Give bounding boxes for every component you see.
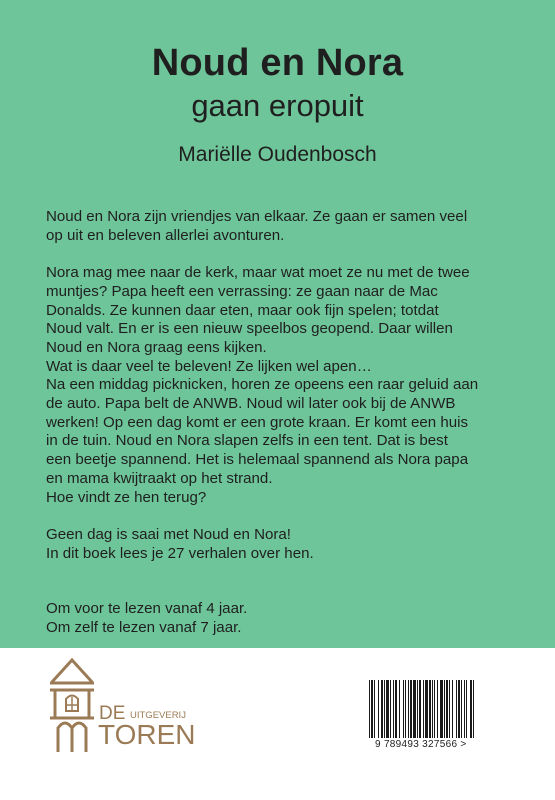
barcode-bar: [429, 680, 431, 738]
barcode-bar: [423, 680, 424, 738]
barcode-bar: [399, 680, 400, 738]
blurb-line: Nora mag mee naar de kerk, maar wat moet ze nu met de twee: [46, 264, 470, 282]
barcode-bar: [378, 680, 379, 738]
blurb-line: muntjes? Papa heeft een verrassing: ze gaan naar de Mac: [46, 282, 438, 300]
blurb-line: werken! Op een dag komt er een grote kraan. Er komt een huis: [46, 413, 469, 431]
barcode-bar: [419, 680, 421, 738]
blurb-line: Noud en Nora zijn vriendjes van elkaar. Ze gaan er samen veel: [46, 208, 468, 225]
blurb-line: Donalds. Ze kunnen daar eten, maar ook fijn spelen; totdat: [46, 301, 439, 319]
blurb-text: [46, 208, 526, 582]
logo-word-toren: TOREN: [98, 719, 196, 750]
blurb-line: in de tuin. Noud en Nora slapen zelfs in een tent. Dat is best: [46, 432, 448, 450]
book-author: Mariëlle Oudenbosch: [178, 143, 377, 166]
barcode-bar: [393, 680, 394, 738]
blurb-line: en mama kwijtraakt op het strand.: [46, 469, 273, 487]
barcode-bar: [440, 680, 443, 738]
blurb-line: de auto. Papa belt de ANWB. Noud wil later ook bij de ANWB: [46, 395, 456, 413]
barcode-bar: [458, 680, 460, 738]
barcode-bar: [369, 680, 370, 738]
barcode-bar: [403, 680, 404, 738]
blurb-line: Wat is daar veel te beleven! Ze lijken wel apen…: [46, 357, 372, 375]
barcode-bar: [417, 680, 418, 738]
age-recommendation: [46, 600, 247, 637]
barcode-bar: [434, 680, 435, 738]
book-subtitle: gaan eropuit: [191, 88, 364, 123]
blurb-paragraph: [46, 208, 526, 245]
barcode-bar: [384, 680, 385, 738]
blurb-line: In dit boek lees je 27 verhalen over hen.: [46, 544, 314, 562]
barcode-bar: [466, 680, 467, 738]
blurb-line: een beetje spannend. Het is helemaal spannend als Nora papa: [46, 451, 469, 469]
barcode-bar: [444, 680, 445, 738]
barcode-bar: [452, 680, 453, 738]
barcode-bar: [405, 680, 406, 738]
barcode-bar: [425, 680, 428, 738]
logo-word-de: DE: [99, 703, 126, 724]
age-line: Om zelf te lezen vanaf 7 jaar.: [46, 618, 242, 636]
blurb-line: Noud valt. En er is een nieuw speelbos geopend. Daar willen: [46, 320, 453, 338]
barcode-bar: [374, 680, 375, 738]
barcode-bar: [437, 680, 438, 738]
barcode-bar: [390, 680, 391, 738]
barcode-bar: [446, 680, 448, 738]
isbn-number: 9 789493 327566 >: [375, 739, 467, 750]
publisher-logo: [48, 656, 198, 754]
barcode-bar: [449, 680, 450, 738]
barcode-bar: [464, 680, 465, 738]
blurb-line: Hoe vindt ze hen terug?: [46, 488, 207, 506]
blurb-line: Noud en Nora graag eens kijken.: [46, 338, 267, 356]
barcode-bar: [410, 680, 412, 738]
barcode-bar: [408, 680, 409, 738]
barcode-bar: [456, 680, 457, 738]
barcode-bar: [413, 680, 416, 738]
blurb-line: Na een middag picknicken, horen ze opeens een raar geluid aan: [46, 376, 479, 394]
barcode-bar: [381, 680, 383, 738]
barcode-bar: [386, 680, 389, 738]
blurb-paragraph: [46, 264, 526, 507]
barcode-bar: [432, 680, 433, 738]
age-line: Om voor te lezen vanaf 4 jaar.: [46, 600, 248, 617]
isbn-barcode: [369, 680, 511, 738]
blurb-line: Geen dag is saai met Noud en Nora!: [46, 525, 291, 543]
barcode-bar: [371, 680, 373, 738]
logo-word-uitgeverij: UITGEVERIJ: [130, 710, 186, 721]
barcode-bar: [470, 680, 472, 738]
book-title: Noud en Nora: [151, 42, 404, 84]
barcode-bar: [461, 680, 462, 738]
barcode-bar: [395, 680, 397, 738]
tower-icon: [50, 660, 94, 752]
barcode-bar: [473, 680, 474, 738]
blurb-paragraph: [46, 526, 526, 563]
blurb-line: op uit en beleven allerlei avonturen.: [46, 226, 285, 244]
